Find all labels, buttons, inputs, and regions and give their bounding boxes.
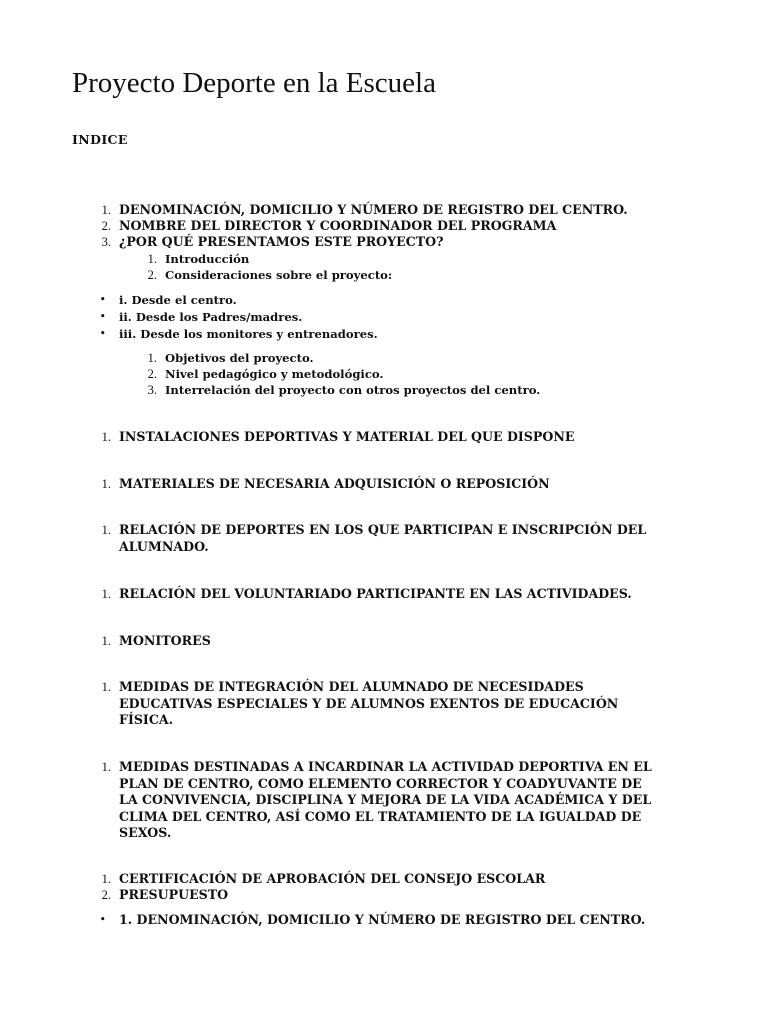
toc-item <box>101 234 444 251</box>
item-text: ¿POR QUÉ PRESENTAMOS ESTE PROYECTO? <box>119 234 444 249</box>
item-text: MATERIALES DE NECESARIA ADQUISICIÓN O REPOSICIÓN <box>119 476 550 491</box>
item-text: Consideraciones sobre el proyecto: <box>165 268 393 282</box>
bullet-mark: • <box>99 913 106 926</box>
index-heading: INDICE <box>72 132 128 147</box>
bullet-item <box>99 912 646 929</box>
item-text: DENOMINACIÓN, DOMICILIO Y NÚMERO DE REGISTRO DEL CENTRO. <box>119 202 628 217</box>
toc-item <box>101 218 557 235</box>
item-text-line: PLAN DE CENTRO, COMO ELEMENTO CORRECTOR Y COADYUVANTE DE <box>119 775 642 791</box>
item-number: 1. <box>101 680 111 694</box>
item-text: NOMBRE DEL DIRECTOR Y COORDINADOR DEL PROGRAMA <box>119 218 557 233</box>
item-number: 2. <box>101 219 111 233</box>
section-item <box>101 586 632 603</box>
bullet-mark: • <box>99 293 106 306</box>
item-text-line: EDUCATIVAS ESPECIALES Y DE ALUMNOS EXENTOS DE EDUCACIÓN <box>119 695 619 711</box>
toc-subitem <box>147 366 384 383</box>
item-text-line: MEDIDAS DESTINADAS A INCARDINAR LA ACTIVIDAD DEPORTIVA EN EL <box>119 759 652 774</box>
item-number: 2. <box>147 367 157 381</box>
item-text: CERTIFICACIÓN DE APROBACIÓN DEL CONSEJO ESCOLAR <box>119 871 546 886</box>
item-text-line: RELACIÓN DE DEPORTES EN LOS QUE PARTICIPAN E INSCRIPCIÓN DEL <box>119 522 647 537</box>
item-number: 1. <box>101 634 111 648</box>
item-number: 1. <box>101 477 111 491</box>
item-number: 1. <box>101 587 111 601</box>
item-number: 1. <box>101 430 111 444</box>
item-number: 1. <box>147 252 157 266</box>
item-text: Nivel pedagógico y metodológico. <box>165 367 384 381</box>
item-number: 1. <box>147 351 157 365</box>
item-text: Introducción <box>165 252 250 266</box>
item-number: 1. <box>101 523 111 537</box>
item-text-line: FÍSICA. <box>119 712 173 727</box>
section-item <box>101 522 647 555</box>
bullet-mark: • <box>99 310 106 323</box>
section-item <box>101 476 550 493</box>
item-text: ii. Desde los Padres/madres. <box>119 310 303 324</box>
item-text-line: ALUMNADO. <box>119 538 209 554</box>
bullet-item <box>99 292 237 309</box>
item-text-line: SEXOS. <box>119 825 172 840</box>
item-number: 2. <box>101 888 111 902</box>
item-number: 3. <box>147 383 157 397</box>
item-text: Interrelación del proyecto con otros proyectos del centro. <box>165 383 541 397</box>
bullet-item <box>99 326 378 343</box>
toc-item <box>101 202 628 219</box>
document-title: Proyecto Deporte en la Escuela <box>72 67 436 99</box>
section-item <box>101 679 619 729</box>
item-text: MONITORES <box>119 633 211 648</box>
toc-item <box>101 871 546 888</box>
item-text: iii. Desde los monitores y entrenadores. <box>119 327 378 341</box>
item-text-line: CLIMA DEL CENTRO, ASÍ COMO EL TRATAMIENTO DE LA IGUALDAD DE <box>119 808 642 824</box>
toc-subitem <box>147 382 541 399</box>
item-number: 1. <box>101 872 111 886</box>
item-text: RELACIÓN DEL VOLUNTARIADO PARTICIPANTE EN LAS ACTIVIDADES. <box>119 586 632 601</box>
item-text: PRESUPUESTO <box>119 887 229 902</box>
item-text-line: LA CONVIVENCIA, DISCIPLINA Y MEJORA DE LA VIDA ACADÉMICA Y DEL <box>119 792 652 807</box>
bullet-item <box>99 309 303 326</box>
item-text: i. Desde el centro. <box>119 293 237 307</box>
item-number: 2. <box>147 268 157 282</box>
item-number: 1. <box>101 203 111 217</box>
bullet-mark: • <box>99 327 106 340</box>
section-item <box>101 759 652 842</box>
toc-subitem <box>147 267 393 284</box>
toc-item <box>101 887 229 904</box>
toc-subitem <box>147 350 314 367</box>
item-text: 1. DENOMINACIÓN, DOMICILIO Y NÚMERO DE REGISTRO DEL CENTRO. <box>119 912 646 927</box>
item-number: 1. <box>101 760 111 774</box>
section-item <box>101 633 211 650</box>
toc-subitem <box>147 251 250 268</box>
item-text: INSTALACIONES DEPORTIVAS Y MATERIAL DEL QUE DISPONE <box>119 429 575 444</box>
section-item <box>101 429 575 446</box>
item-number: 3. <box>101 235 111 249</box>
item-text-line: MEDIDAS DE INTEGRACIÓN DEL ALUMNADO DE NECESIDADES <box>119 679 584 694</box>
item-text: Objetivos del proyecto. <box>165 351 314 365</box>
